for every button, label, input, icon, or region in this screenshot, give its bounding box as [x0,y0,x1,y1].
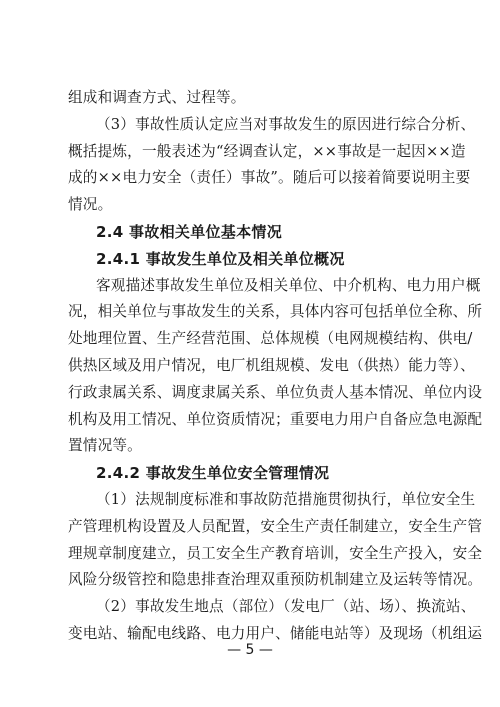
paragraph-line: （3）事故性质认定应当对事故发生的原因进行综合分析、 [96,116,476,133]
paragraph-line: 理规章制度建立，员工安全生产教育培训，安全生产投入，安全 [68,545,483,562]
paragraph-line: 变电站、输配电线路、电力用户、储能电站等）及现场（机组运 [68,625,483,642]
paragraph-line: 机构及用工情况、单位资质情况；重要电力用户自备应急电源配 [68,411,483,428]
subsection-heading: 2.4.1 事故发生单位及相关单位概况 [96,250,345,268]
paragraph-line: 置情况等。 [68,437,142,454]
page-number: — 5 — [227,642,273,658]
paragraph-line: 概括提炼，一般表述为“经调查认定，××事故是一起因××造 [68,143,466,160]
paragraph-line: 客观描述事故发生单位及相关单位、中介机构、电力用户概 [96,277,481,294]
paragraph-line: 况，相关单位与事故发生的关系，具体内容可包括单位全称、所 [68,303,483,320]
paragraph-line: 组成和调查方式、过程等。 [68,89,246,106]
section-heading: 2.4 事故相关单位基本情况 [96,223,282,241]
paragraph-line: 供热区域及用户情况，电厂机组规模、发电（供热）能力等）、 [68,357,475,374]
paragraph-line: 情况。 [68,196,113,213]
paragraph-line: （2）事故发生地点（部位）（发电厂（站、场）、换流站、 [96,598,476,615]
paragraph-line: 行政隶属关系、调度隶属关系、单位负责人基本情况、单位内设 [68,384,483,401]
paragraph-line: 产管理机构设置及人员配置，安全生产责任制建立，安全生产管 [68,518,483,535]
paragraph-line: 处地理位置、生产经营范围、总体规模（电网规模结构、供电/ [68,330,473,347]
paragraph-line: 成的××电力安全（责任）事故”。随后可以接着简要说明主要 [68,169,471,186]
paragraph-line: （1）法规制度标准和事故防范措施贯彻执行，单位安全生 [96,491,476,508]
subsection-heading: 2.4.2 事故发生单位安全管理情况 [96,464,330,482]
paragraph-line: 风险分级管控和隐患排查治理双重预防机制建立及运转等情况。 [68,571,483,588]
